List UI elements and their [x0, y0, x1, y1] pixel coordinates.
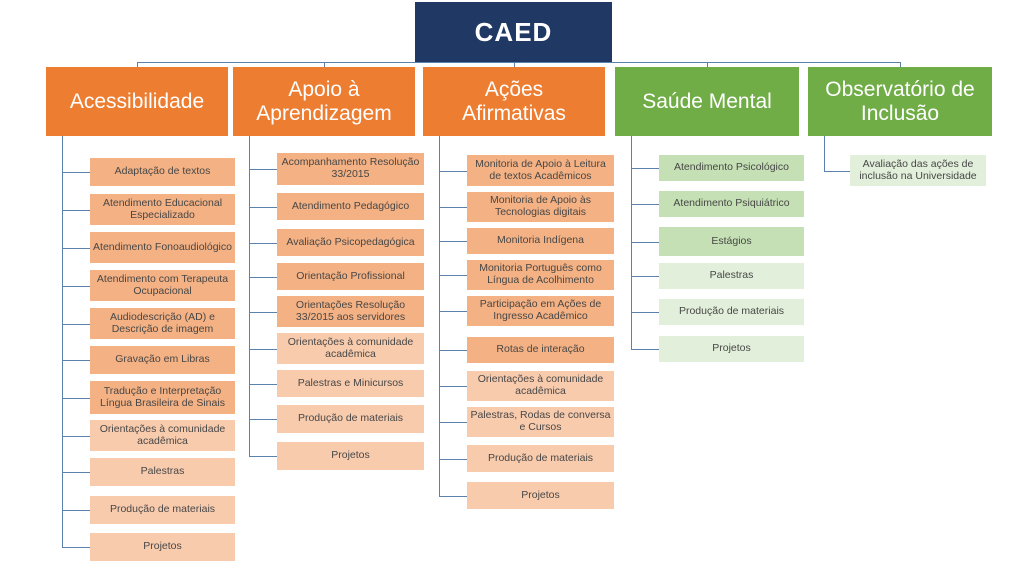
leaf-node: Atendimento Psicológico: [659, 155, 804, 181]
branch-header-saude-mental: Saúde Mental: [615, 67, 799, 136]
leaf-node: Atendimento Fonoaudiológico: [90, 232, 235, 263]
leaf-node: Produção de materiais: [467, 445, 614, 472]
leaf-node: Avaliação das ações de inclusão na Universidade: [850, 155, 986, 186]
leaf-node: Atendimento Pedagógico: [277, 193, 424, 220]
branch-header-acoes-afirmativas: Ações Afirmativas: [423, 67, 605, 136]
leaf-node: Orientação Profissional: [277, 263, 424, 290]
leaf-node: Monitoria Indígena: [467, 228, 614, 254]
leaf-node: Avaliação Psicopedagógica: [277, 229, 424, 256]
leaf-node: Monitoria Português como Língua de Acolhimento: [467, 260, 614, 290]
leaf-node: Palestras, Rodas de conversa e Cursos: [467, 407, 614, 437]
leaf-node: Palestras: [659, 263, 804, 289]
branch-header-apoio-a-aprendizagem: Apoio à Aprendizagem: [233, 67, 415, 136]
leaf-node: Projetos: [277, 442, 424, 470]
leaf-node: Orientações Resolução 33/2015 aos servidores: [277, 296, 424, 327]
leaf-node: Audiodescrição (AD) e Descrição de imagem: [90, 308, 235, 339]
leaf-node: Produção de materiais: [90, 496, 235, 524]
leaf-node: Atendimento Educacional Especializado: [90, 194, 235, 225]
leaf-node: Atendimento com Terapeuta Ocupacional: [90, 270, 235, 301]
connector-trunk: [439, 136, 440, 496]
branch-header-observatorio-de-inclusao: Observatório de Inclusão: [808, 67, 992, 136]
leaf-node: Monitoria de Apoio às Tecnologias digitais: [467, 192, 614, 222]
leaf-node: Gravação em Libras: [90, 346, 235, 374]
leaf-node: Orientações à comunidade acadêmica: [277, 333, 424, 364]
leaf-node: Orientações à comunidade acadêmica: [90, 420, 235, 451]
leaf-node: Participação em Ações de Ingresso Acadêmico: [467, 296, 614, 326]
leaf-node: Projetos: [90, 533, 235, 561]
connector-trunk: [824, 136, 825, 171]
leaf-node: Palestras e Minicursos: [277, 370, 424, 397]
leaf-node: Projetos: [659, 336, 804, 362]
leaf-node: Estágios: [659, 227, 804, 256]
root-node-caed: CAED: [415, 2, 612, 62]
connector-trunk: [62, 136, 63, 547]
leaf-node: Monitoria de Apoio à Leitura de textos Acadêmicos: [467, 155, 614, 186]
leaf-node: Produção de materiais: [277, 405, 424, 433]
connector-rail: [137, 62, 901, 63]
leaf-node: Palestras: [90, 458, 235, 486]
leaf-node: Produção de materiais: [659, 299, 804, 325]
leaf-node: Atendimento Psiquiátrico: [659, 191, 804, 217]
leaf-node: Tradução e Interpretação Língua Brasileira de Sinais: [90, 381, 235, 414]
leaf-node: Acompanhamento Resolução 33/2015: [277, 153, 424, 185]
leaf-node: Projetos: [467, 482, 614, 509]
leaf-node: Rotas de interação: [467, 337, 614, 363]
leaf-node: Orientações à comunidade acadêmica: [467, 371, 614, 401]
branch-header-acessibilidade: Acessibilidade: [46, 67, 228, 136]
leaf-node: Adaptação de textos: [90, 158, 235, 186]
connector-trunk: [249, 136, 250, 456]
